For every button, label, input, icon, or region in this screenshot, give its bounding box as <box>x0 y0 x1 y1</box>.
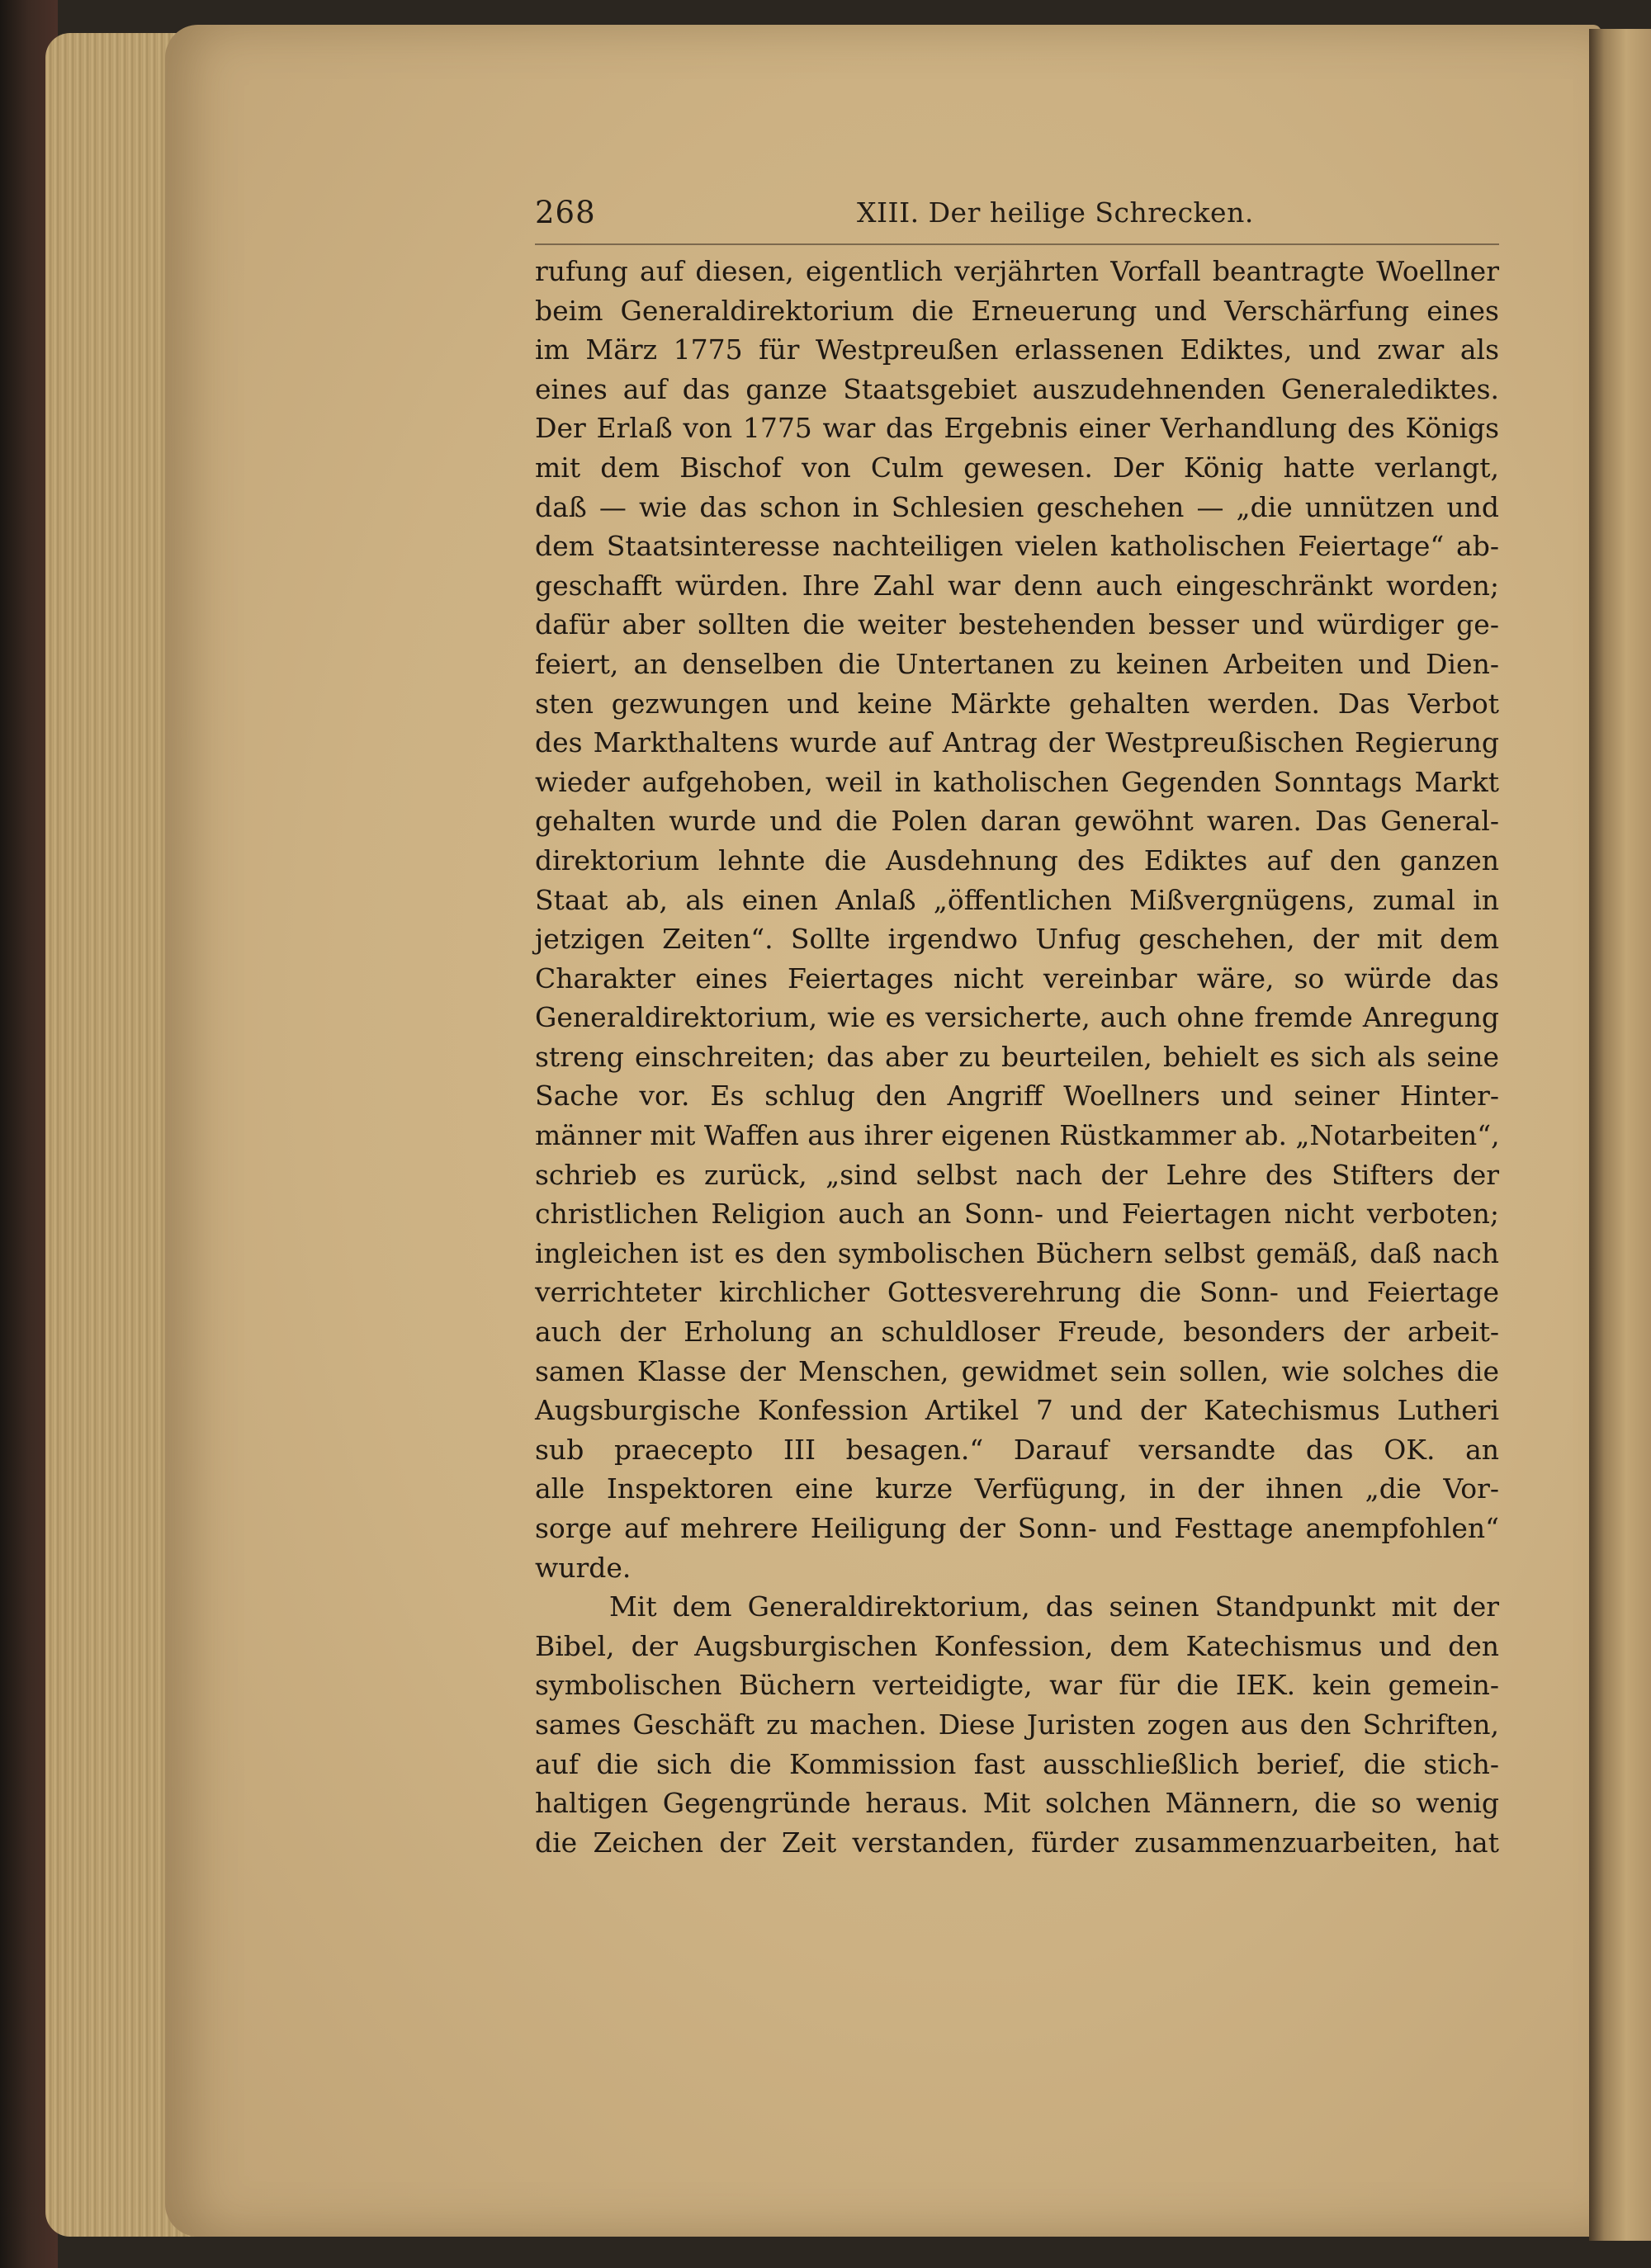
text-line: auch der Erholung an schuldloser Freude, besonders der arbeit- <box>535 1316 1499 1349</box>
text-line: christlichen Religion auch an Sonn- und Feiertagen nicht verboten; <box>535 1198 1499 1231</box>
text-line: feiert, an denselben die Untertanen zu keinen Arbeiten und Dien- <box>535 647 1499 680</box>
header-rule <box>535 243 1499 245</box>
text-line: daß — wie das schon in Schlesien geschehen — „die unnützen und <box>535 490 1499 523</box>
text-line: Charakter eines Feiertages nicht vereinbar wäre, so würde das <box>535 962 1499 995</box>
text-line: männer mit Waffen aus ihrer eigenen Rüstkammer ab. „Notarbeiten“, <box>535 1119 1500 1152</box>
text-line: Generaldirektorium, wie es versicherte, auch ohne fremde Anregung <box>535 1001 1499 1034</box>
text-line: sames Geschäft zu machen. Diese Juristen zogen aus den Schriften, <box>535 1708 1499 1741</box>
text-line: mit dem Bischof von Culm gewesen. Der König hatte verlangt, <box>535 451 1499 484</box>
text-line: eines auf das ganze Staatsgebiet auszudehnenden Generalediktes. <box>535 372 1499 405</box>
text-line: auf die sich die Kommission fast ausschließlich berief, die stich- <box>535 1747 1499 1780</box>
text-line: sorge auf mehrere Heiligung der Sonn- und Festtage anempfohlen“ <box>535 1512 1499 1544</box>
text-line: sten gezwungen und keine Märkte gehalten werden. Das Verbot <box>535 687 1499 720</box>
text-line: Sache vor. Es schlug den Angriff Woellners und seiner Hinter- <box>535 1080 1499 1113</box>
body-text <box>535 252 1499 1862</box>
text-line: Staat ab, als einen Anlaß „öffentlichen Mißvergnügens, zumal in <box>535 883 1499 916</box>
text-line: die Zeichen der Zeit verstanden, fürder zusammenzuarbeiten, hat <box>535 1826 1499 1859</box>
running-head <box>535 190 1499 239</box>
text-line: haltigen Gegengründe heraus. Mit solchen Männern, die so wenig <box>535 1787 1499 1820</box>
text-line: dafür aber sollten die weiter bestehenden besser und würdiger ge- <box>535 608 1499 641</box>
text-line: des Markthaltens wurde auf Antrag der Westpreußischen Regierung <box>535 726 1499 759</box>
text-line: geschafft würden. Ihre Zahl war denn auch eingeschränkt worden; <box>535 569 1499 602</box>
facing-page-gutter <box>1589 29 1651 2241</box>
text-line: dem Staatsinteresse nachteiligen vielen katholischen Feiertage“ ab- <box>535 530 1499 563</box>
text-line: gehalten wurde und die Polen daran gewöhnt waren. Das General- <box>535 805 1499 838</box>
page-number: 268 <box>535 195 596 230</box>
text-line: beim Generaldirektorium die Erneuerung und Verschärfung eines <box>535 294 1499 327</box>
paragraph-end-line: wurde. <box>535 1551 632 1584</box>
text-line: alle Inspektoren eine kurze Verfügung, in der ihnen „die Vor- <box>535 1472 1499 1505</box>
chapter-title: XIII. Der heilige Schrecken. <box>857 196 1254 229</box>
text-line: im März 1775 für Westpreußen erlassenen Ediktes, und zwar als <box>535 333 1499 366</box>
text-line: schrieb es zurück, „sind selbst nach der Lehre des Stifters der <box>535 1158 1499 1191</box>
text-line: streng einschreiten; das aber zu beurteilen, behielt es sich als seine <box>535 1040 1499 1073</box>
text-line: Bibel, der Augsburgischen Konfession, dem Katechismus und den <box>535 1629 1499 1662</box>
text-line: direktorium lehnte die Ausdehnung des Ediktes auf den ganzen <box>535 843 1499 876</box>
text-line: jetzigen Zeiten“. Sollte irgendwo Unfug geschehen, der mit dem <box>535 923 1499 956</box>
text-line: Augsburgische Konfession Artikel 7 und der Katechismus Lutheri <box>535 1394 1499 1427</box>
text-line: rufung auf diesen, eigentlich verjährten Vorfall beantragte Woellner <box>535 255 1499 287</box>
text-line: symbolischen Büchern verteidigte, war für die IEK. kein gemein- <box>535 1669 1499 1702</box>
text-line: wieder aufgehoben, weil in katholischen Gegenden Sonntags Markt <box>535 765 1499 798</box>
paragraph-start-line: Mit dem Generaldirektorium, das seinen Standpunkt mit der <box>609 1590 1499 1623</box>
text-line: samen Klasse der Menschen, gewidmet sein sollen, wie solches die <box>535 1354 1499 1387</box>
text-line: Der Erlaß von 1775 war das Ergebnis einer Verhandlung des Königs <box>535 412 1499 445</box>
text-line: verrichteter kirchlicher Gottesverehrung die Sonn- und Feiertage <box>535 1276 1499 1309</box>
text-line: ingleichen ist es den symbolischen Büchern selbst gemäß, daß nach <box>535 1236 1499 1269</box>
text-line: sub praecepto III besagen.“ Darauf versandte das OK. an <box>535 1433 1499 1466</box>
